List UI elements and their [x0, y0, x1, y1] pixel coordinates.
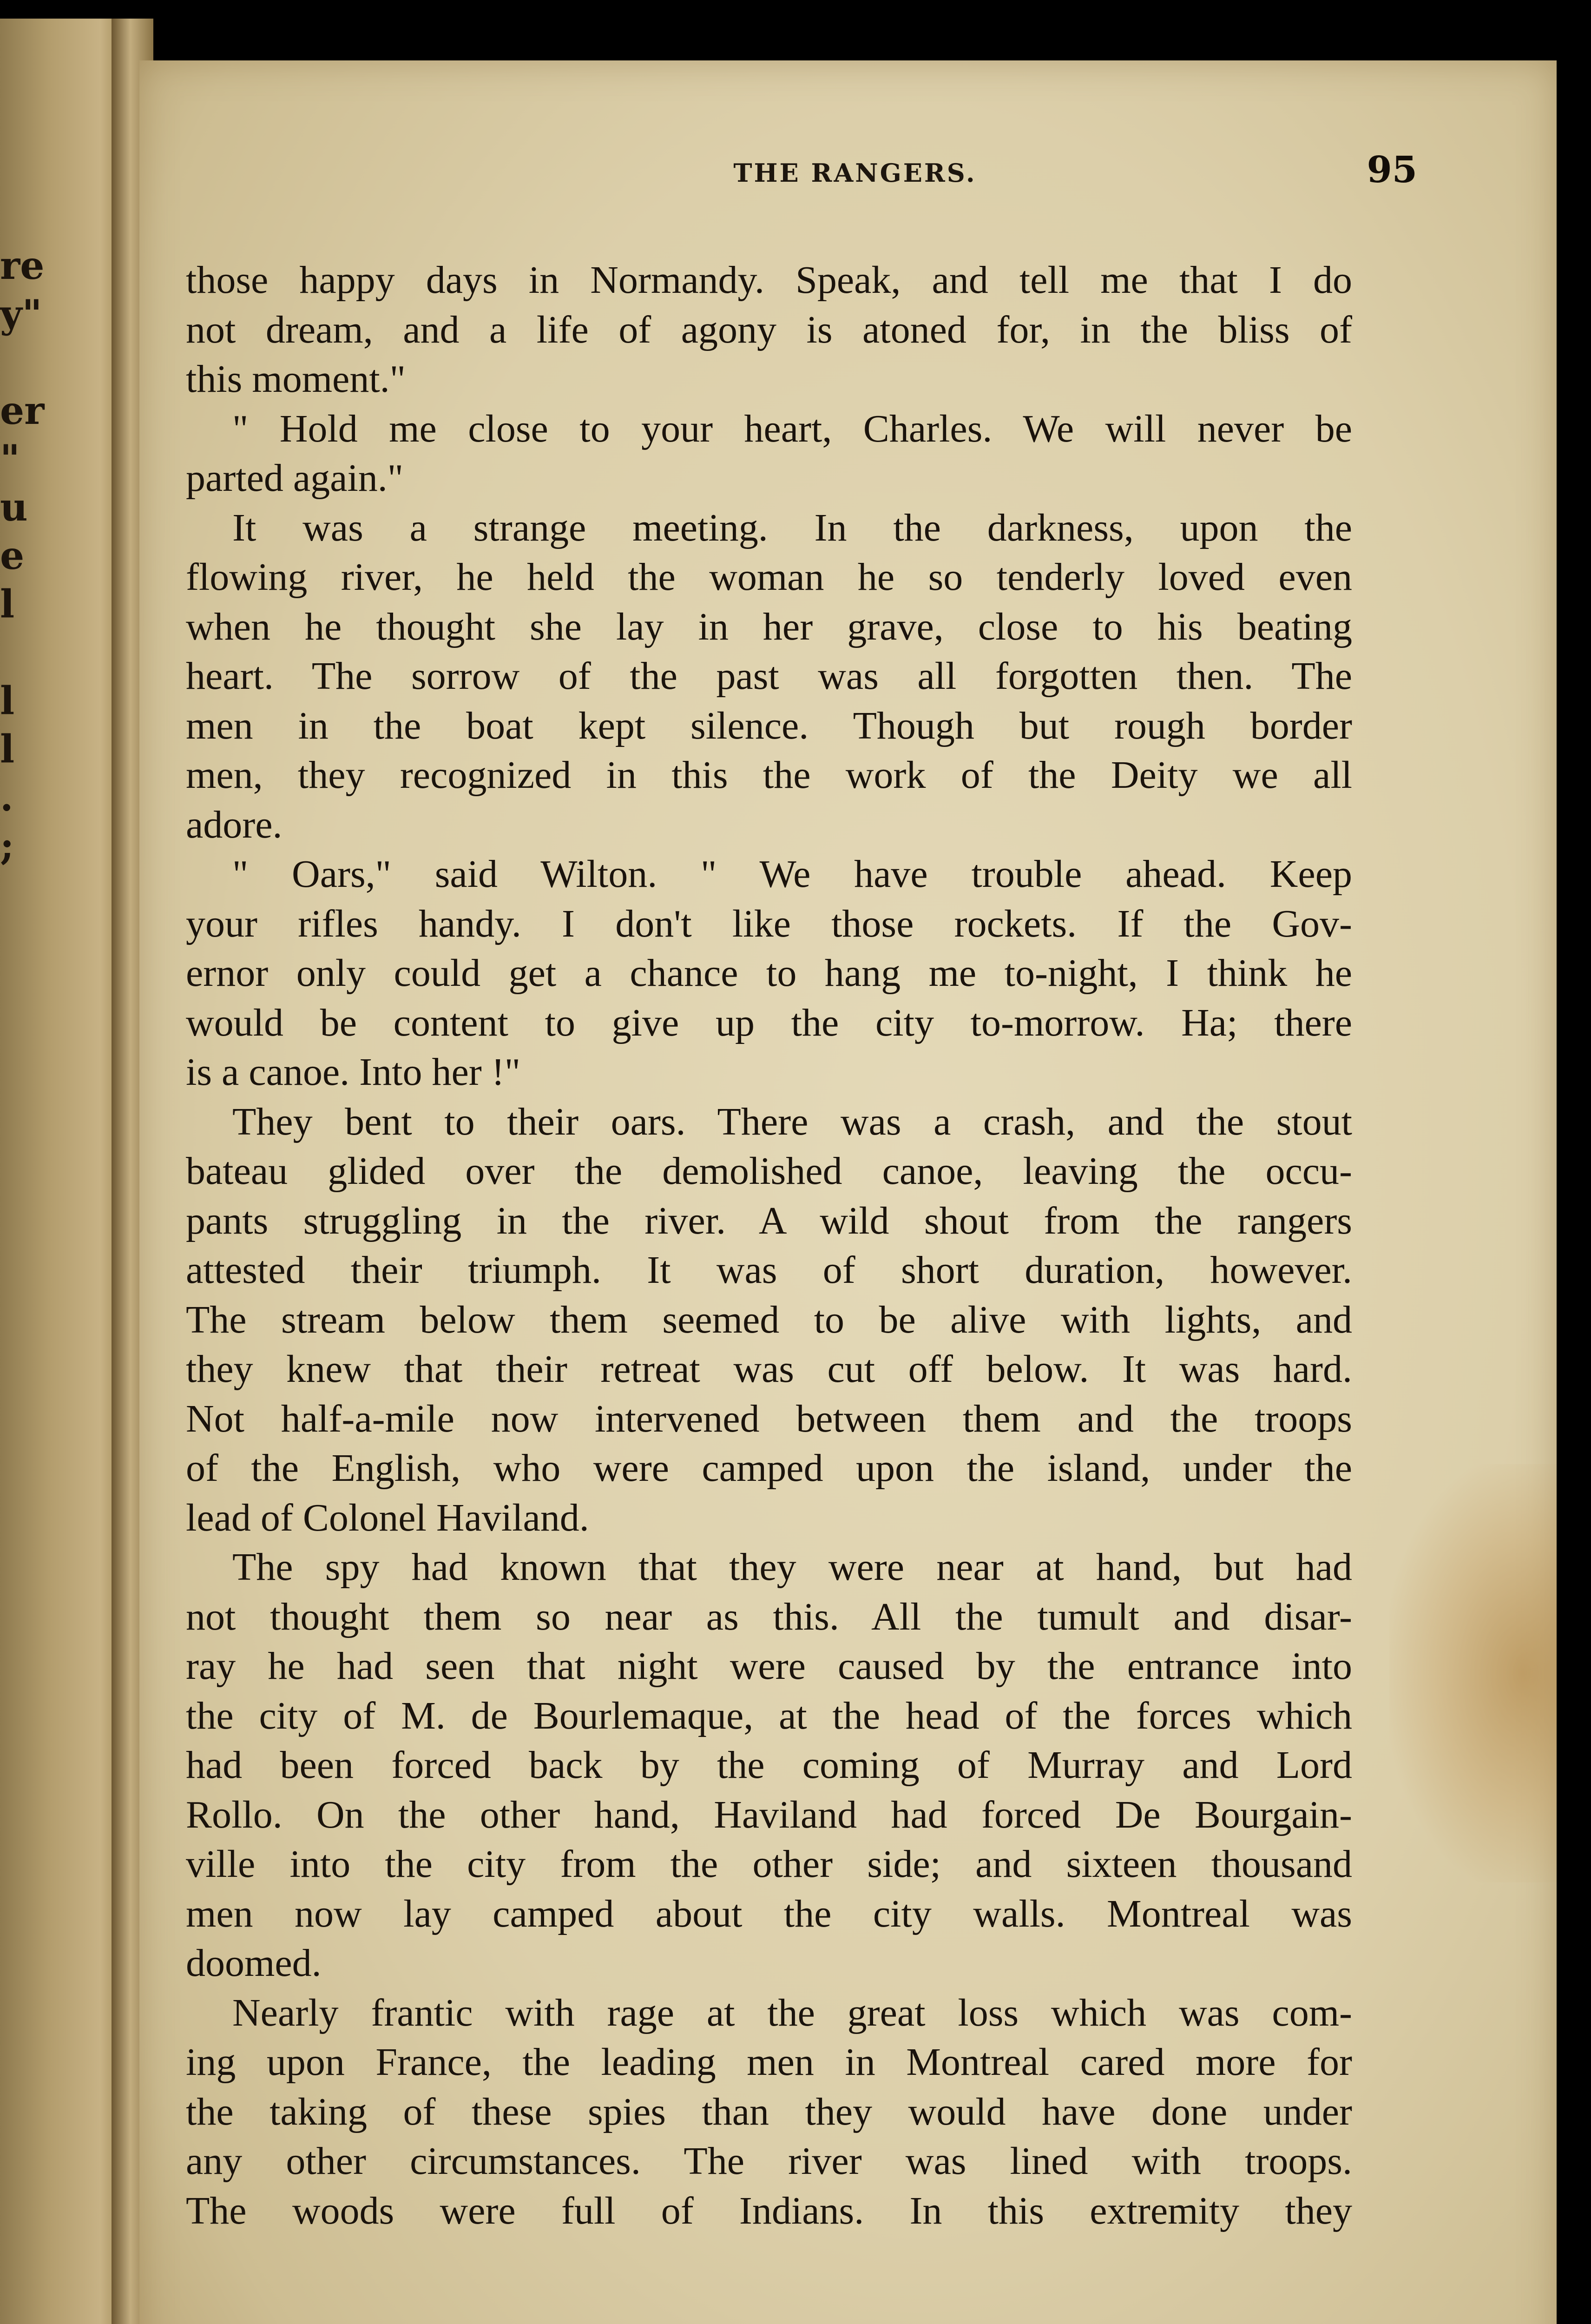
left-fragment: er: [0, 389, 45, 433]
text-line: parted again.": [186, 456, 404, 500]
text-line: doomed.: [186, 1941, 322, 1985]
page-number: 95: [1367, 149, 1417, 191]
text-line: had been forced back by the coming of Murray and Lord: [186, 1743, 1352, 1787]
text-line: the taking of these spies than they would have done under: [186, 2090, 1352, 2133]
text-line: not dream, and a life of agony is atoned for, in the bliss of: [186, 308, 1352, 351]
text-line: heart. The sorrow of the past was all forgotten then. The: [186, 654, 1352, 698]
left-fragment: u: [0, 485, 28, 530]
text-line: this moment.": [186, 357, 406, 401]
left-fragment: e: [0, 534, 25, 578]
text-line: " Oars," said Wilton. " We have trouble ahead. Keep: [232, 852, 1352, 896]
text-line: of the English, who were camped upon the island, under the: [186, 1446, 1352, 1490]
text-line: It was a strange meeting. In the darkness, upon the: [232, 506, 1352, 549]
water-stain: [1389, 1464, 1557, 1882]
left-fragment: ": [0, 437, 20, 482]
left-fragment: ;: [0, 824, 14, 868]
running-head: THE RANGERS.: [733, 158, 977, 188]
text-line: your rifles handy. I don't like those rockets. If the Gov-: [186, 902, 1352, 945]
text-line: bateau glided over the demolished canoe, leaving the occu-: [186, 1149, 1352, 1193]
left-fragment: l: [0, 679, 15, 723]
text-line: men now lay camped about the city walls. Montreal was: [186, 1892, 1352, 1935]
text-line: men, they recognized in this the work of the Deity we all: [186, 753, 1352, 797]
left-fragment: re: [0, 244, 45, 288]
text-line: The woods were full of Indians. In this extremity they: [186, 2189, 1352, 2232]
text-line: the city of M. de Bourlemaque, at the head of the forces which: [186, 1694, 1352, 1737]
text-line: " Hold me close to your heart, Charles. We will never be: [232, 407, 1352, 450]
text-line: Nearly frantic with rage at the great loss which was com-: [232, 1991, 1352, 2034]
text-line: ray he had seen that night were caused by the entrance into: [186, 1644, 1352, 1688]
text-line: would be content to give up the city to-morrow. Ha; there: [186, 1001, 1352, 1044]
text-line: they knew that their retreat was cut off below. It was hard.: [186, 1347, 1352, 1391]
left-fragment: .: [0, 775, 13, 820]
text-line: lead of Colonel Haviland.: [186, 1496, 589, 1539]
text-line: The spy had known that they were near at hand, but had: [232, 1545, 1352, 1589]
text-line: ing upon France, the leading men in Montreal cared more for: [186, 2040, 1352, 2084]
text-line: ville into the city from the other side; and sixteen thousand: [186, 1842, 1352, 1886]
text-line: those happy days in Normandy. Speak, and tell me that I do: [186, 258, 1352, 302]
text-line: Not half-a-mile now intervened between them and the troops: [186, 1397, 1352, 1440]
text-line: pants struggling in the river. A wild shout from the rangers: [186, 1199, 1352, 1242]
text-line: men in the boat kept silence. Though but rough border: [186, 704, 1352, 747]
text-line: any other circumstances. The river was lined with troops.: [186, 2139, 1352, 2183]
text-line: when he thought she lay in her grave, close to his beating: [186, 605, 1352, 648]
text-line: is a canoe. Into her !": [186, 1050, 520, 1094]
body-text: [186, 256, 1352, 2236]
left-fragment: l: [0, 727, 15, 772]
text-line: Rollo. On the other hand, Haviland had forced De Bourgain-: [186, 1793, 1352, 1836]
text-line: attested their triumph. It was of short duration, however.: [186, 1248, 1352, 1292]
text-line: ernor only could get a chance to hang me to-night, I think he: [186, 951, 1352, 995]
text-line: not thought them so near as this. All the tumult and disar-: [186, 1595, 1352, 1638]
left-fragment: [0, 628, 28, 677]
text-line: flowing river, he held the woman he so tenderly loved even: [186, 555, 1352, 599]
text-line: The stream below them seemed to be alive with lights, and: [186, 1298, 1352, 1341]
left-fragment: y": [0, 292, 42, 337]
left-fragment: [0, 338, 28, 387]
book-page: [139, 60, 1557, 2324]
text-line: They bent to their oars. There was a crash, and the stout: [232, 1100, 1352, 1143]
left-page-text-fragments: [0, 242, 45, 870]
left-fragment: l: [0, 582, 15, 627]
text-line: adore.: [186, 803, 283, 846]
